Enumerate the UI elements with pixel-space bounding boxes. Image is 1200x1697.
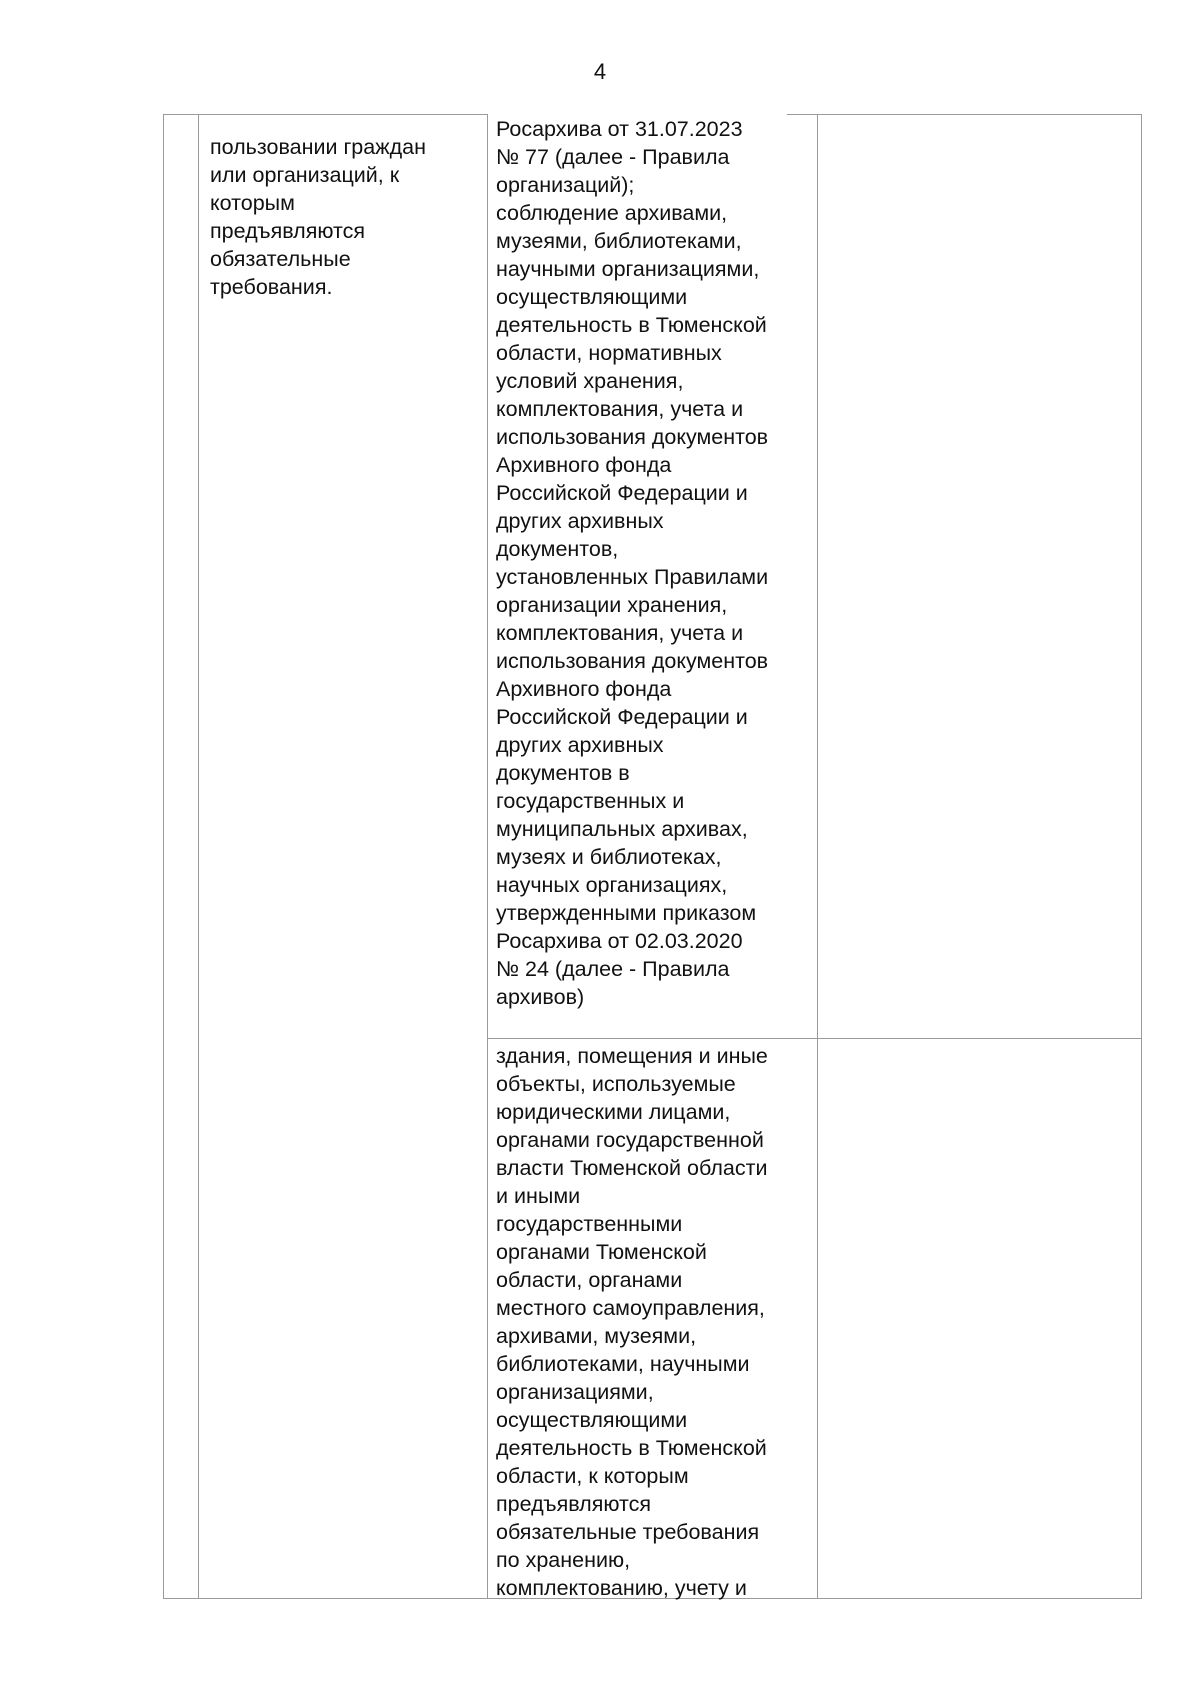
text-line: документов в xyxy=(496,761,630,785)
text-line: юридическими лицами, xyxy=(496,1100,731,1124)
text-line: архивов) xyxy=(496,985,585,1009)
text-line: или организаций, к xyxy=(210,163,400,187)
text-line: утвержденными приказом xyxy=(496,901,757,925)
text-line: документов, xyxy=(496,537,619,561)
column-divider-1 xyxy=(198,114,199,1599)
text-line: № 24 (далее - Правила xyxy=(496,957,730,981)
text-line: других архивных xyxy=(496,509,664,533)
text-line: органами Тюменской xyxy=(496,1240,707,1264)
text-line: комплектованию, учету и xyxy=(496,1576,747,1600)
text-line: области, нормативных xyxy=(496,341,722,365)
text-line: архивами, музеями, xyxy=(496,1324,697,1348)
text-line: государственных и xyxy=(496,789,685,813)
text-line: музеями, библиотеками, xyxy=(496,229,742,253)
text-line: Российской Федерации и xyxy=(496,705,748,729)
text-line: установленных Правилами xyxy=(496,565,769,589)
text-line: других архивных xyxy=(496,733,664,757)
text-line: библиотеками, научными xyxy=(496,1352,750,1376)
text-line: обязательные xyxy=(210,247,351,271)
text-line: Российской Федерации и xyxy=(496,481,748,505)
text-line: власти Тюменской области xyxy=(496,1156,768,1180)
text-line: области, органами xyxy=(496,1268,683,1292)
text-line: деятельность в Тюменской xyxy=(496,1436,767,1460)
text-line: организации хранения, xyxy=(496,593,728,617)
column-divider-2 xyxy=(487,114,488,1599)
text-line: организациями, xyxy=(496,1380,654,1404)
text-line: музеях и библиотеках, xyxy=(496,845,722,869)
text-line: использования документов xyxy=(496,649,769,673)
column-3-row-2-text xyxy=(496,1042,768,1602)
text-line: здания, помещения и иные xyxy=(496,1044,768,1068)
text-line: № 77 (далее - Правила xyxy=(496,145,730,169)
text-line: обязательные требования xyxy=(496,1520,760,1544)
text-line: и иными xyxy=(496,1184,581,1208)
text-line: требования. xyxy=(210,275,333,299)
row-divider xyxy=(487,1038,1142,1039)
table-top-border xyxy=(163,114,487,115)
column-2-text xyxy=(210,133,426,301)
table-right-border xyxy=(1141,114,1142,1599)
text-line: по хранению, xyxy=(496,1548,631,1572)
text-line: Росархива от 02.03.2020 xyxy=(496,929,743,953)
text-line: местного самоуправления, xyxy=(496,1296,765,1320)
text-line: осуществляющими xyxy=(496,1408,688,1432)
text-line: Архивного фонда xyxy=(496,453,672,477)
column-3-row-1-text xyxy=(496,115,768,1011)
text-line: предъявляются xyxy=(210,219,366,243)
text-line: научных организациях, xyxy=(496,873,728,897)
text-line: области, к которым xyxy=(496,1464,689,1488)
column-divider-3 xyxy=(817,114,818,1599)
text-line: предъявляются xyxy=(496,1492,652,1516)
text-line: которым xyxy=(210,191,295,215)
text-line: организаций); xyxy=(496,173,635,197)
table-left-border xyxy=(163,114,164,1599)
text-line: осуществляющими xyxy=(496,285,688,309)
text-line: пользовании граждан xyxy=(210,135,426,159)
table-top-border xyxy=(787,114,1142,115)
text-line: комплектования, учета и xyxy=(496,621,744,645)
text-line: использования документов xyxy=(496,425,769,449)
text-line: объекты, используемые xyxy=(496,1072,736,1096)
text-line: деятельность в Тюменской xyxy=(496,313,767,337)
text-line: соблюдение архивами, xyxy=(496,201,728,225)
text-line: муниципальных архивах, xyxy=(496,817,748,841)
text-line: Росархива от 31.07.2023 xyxy=(496,117,743,141)
text-line: органами государственной xyxy=(496,1128,764,1152)
text-line: научными организациями, xyxy=(496,257,760,281)
text-line: государственными xyxy=(496,1212,683,1236)
page-number: 4 xyxy=(593,59,607,84)
text-line: комплектования, учета и xyxy=(496,397,744,421)
text-line: условий хранения, xyxy=(496,369,684,393)
text-line: Архивного фонда xyxy=(496,677,672,701)
